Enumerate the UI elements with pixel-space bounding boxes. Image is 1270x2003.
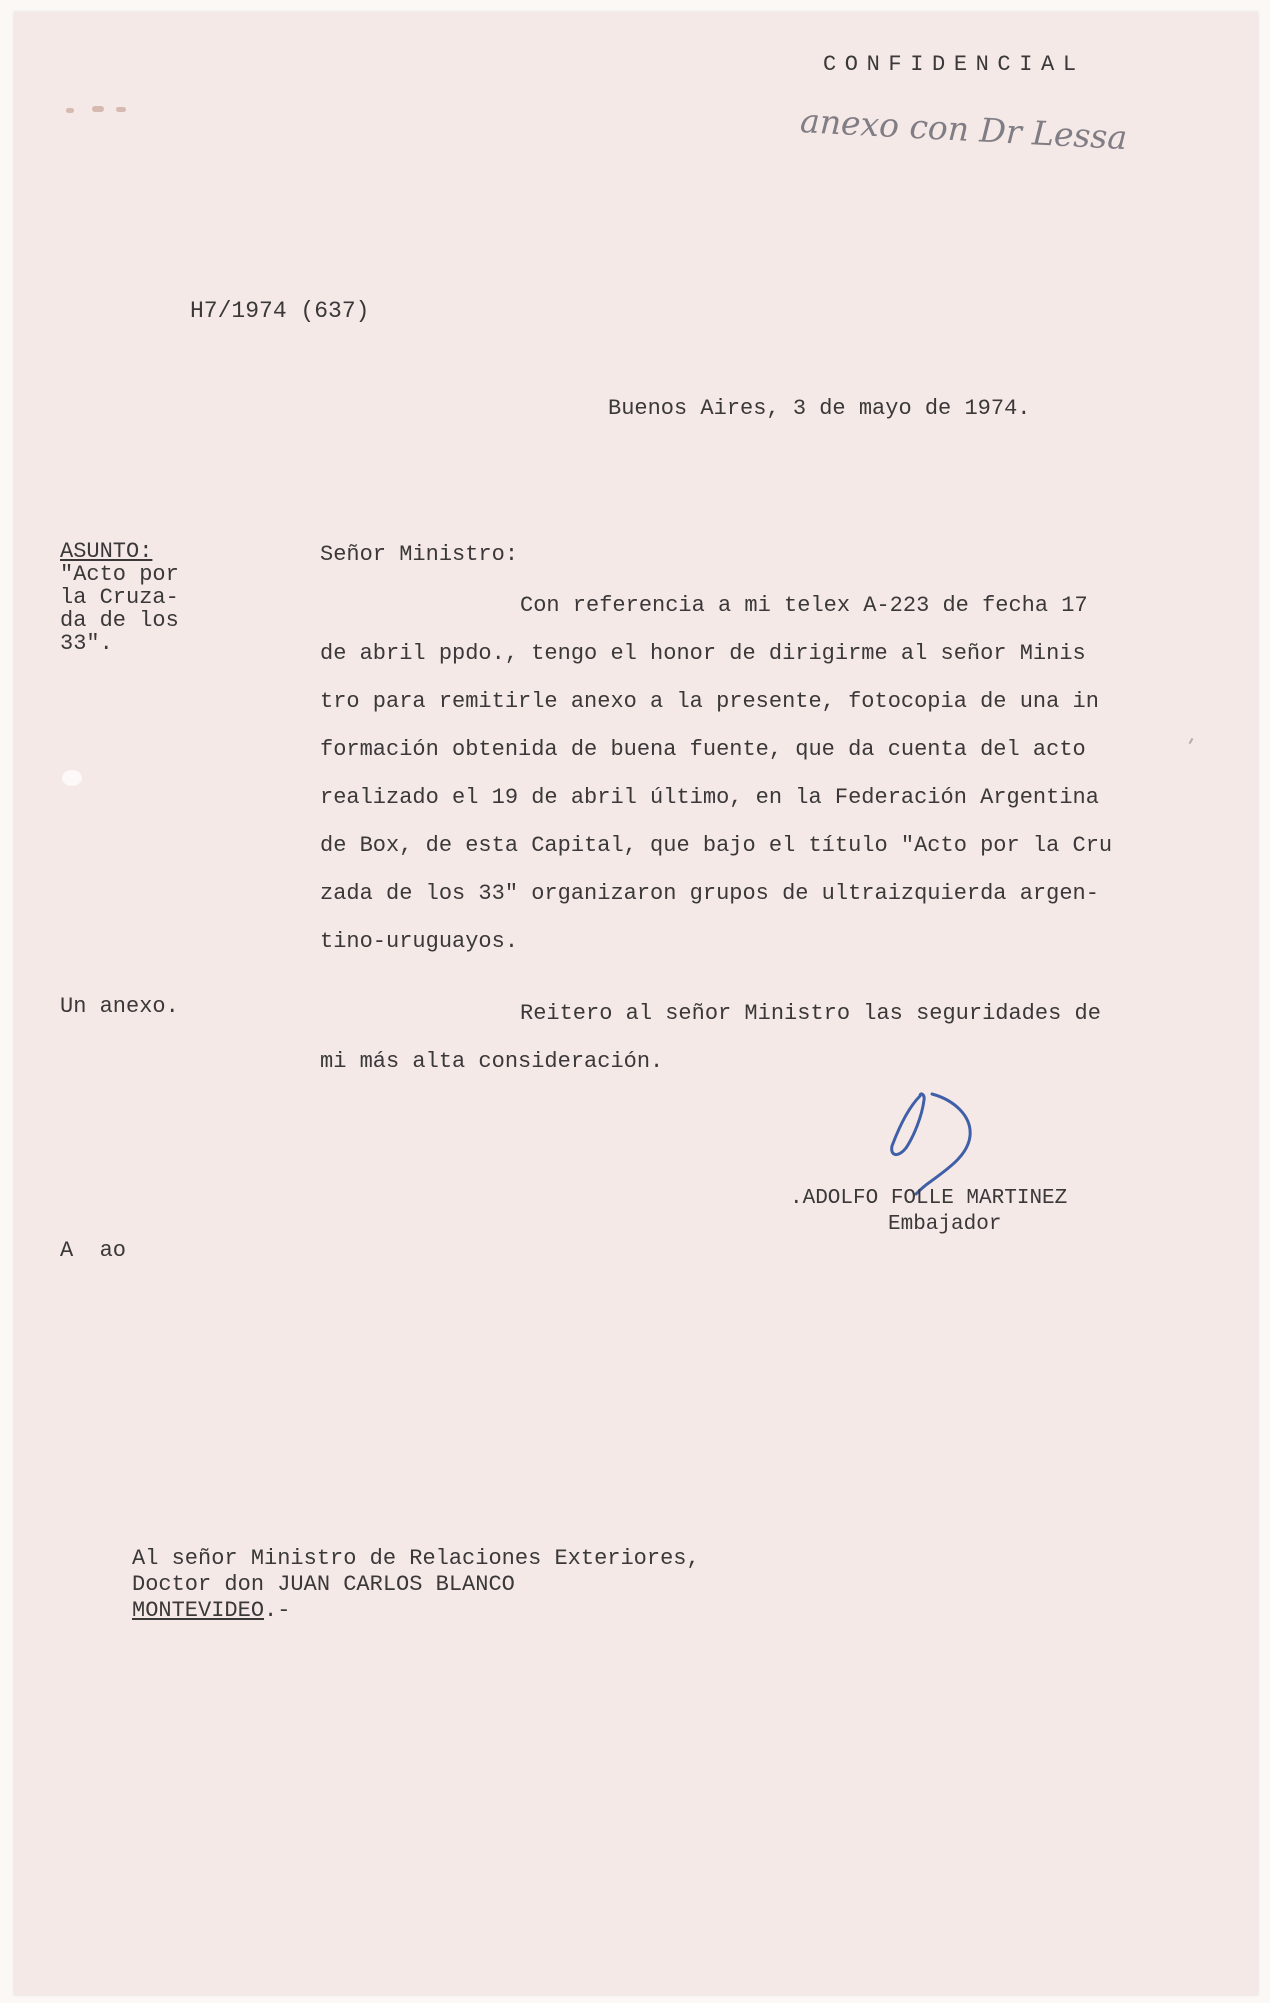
closing-block	[320, 990, 1101, 1086]
subject-line: 33".	[60, 631, 113, 656]
closing-line: mi más alta consideración.	[320, 1049, 664, 1074]
subject-block	[60, 540, 179, 655]
subject-line: "Acto por	[60, 562, 179, 587]
salutation: Señor Ministro:	[320, 542, 519, 567]
body-line: Con referencia a mi telex A-223 de fecha 17	[520, 593, 1088, 618]
addressee-city: MONTEVIDEO	[132, 1598, 265, 1623]
subject-line: la Cruza-	[60, 585, 179, 610]
body-line: realizado el 19 de abril último, en la Federación Argentina	[320, 785, 1099, 810]
addressee-city-line	[132, 1598, 700, 1624]
place-date: Buenos Aires, 3 de mayo de 1974.	[608, 396, 1031, 421]
closing-line: Reitero al señor Ministro las seguridades de	[520, 1001, 1101, 1026]
body-line: tro para remitirle anexo a la presente, fotocopia de una in	[320, 689, 1099, 714]
enclosure-note: Un anexo.	[60, 994, 179, 1019]
addressee-block	[132, 1546, 700, 1624]
signer-title: Embajador	[888, 1213, 1002, 1236]
reference-number: H7/1974 (637)	[190, 298, 370, 324]
body-line: tino-uruguayos.	[320, 929, 519, 954]
addressee-line: Doctor don JUAN CARLOS BLANCO	[132, 1572, 515, 1597]
body-line: de abril ppdo., tengo el honor de dirigirme al señor Minis	[320, 641, 1086, 666]
typist-initials: A ao	[60, 1238, 127, 1263]
stamp-marks	[66, 96, 130, 126]
punch-hole	[62, 770, 82, 786]
addressee-city-suffix: .-	[264, 1598, 291, 1623]
body-line: de Box, de esta Capital, que bajo el título "Acto por la Cru	[320, 833, 1113, 858]
classification-label: CONFIDENCIAL	[823, 52, 1085, 77]
body-line: zada de los 33" organizaron grupos de ultraizquierda argen-	[320, 881, 1099, 906]
subject-line: da de los	[60, 608, 179, 633]
addressee-line: Al señor Ministro de Relaciones Exteriores,	[132, 1546, 700, 1571]
body-line: formación obtenida de buena fuente, que da cuenta del acto	[320, 737, 1086, 762]
signer-block	[790, 1186, 1067, 1238]
subject-label: ASUNTO:	[60, 539, 153, 564]
handwritten-note: anexo con Dr Lessa	[799, 101, 1129, 158]
signature-image	[880, 1086, 1000, 1196]
signer-name: .ADOLFO FOLLE MARTINEZ	[790, 1187, 1068, 1210]
letter-body	[320, 582, 1170, 966]
